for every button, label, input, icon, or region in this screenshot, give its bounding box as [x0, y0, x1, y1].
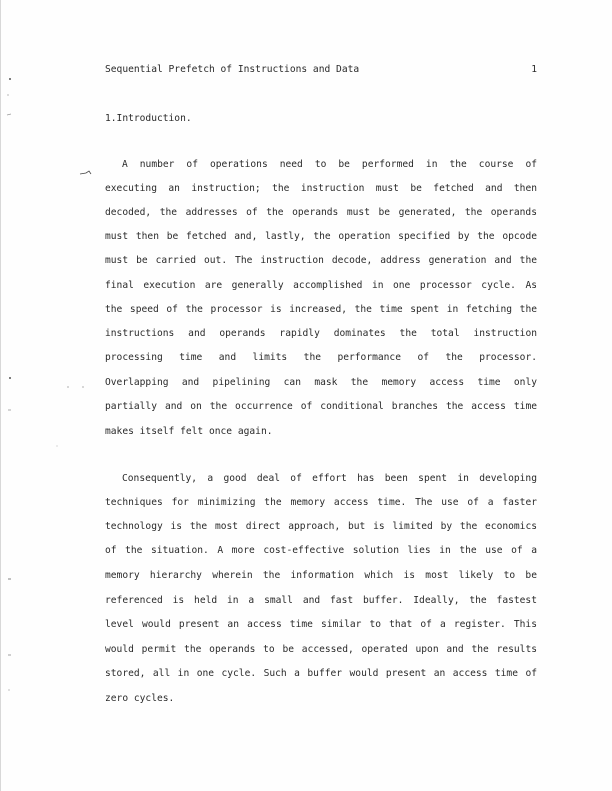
page-number: 1 — [531, 64, 537, 75]
paragraph-line: of the situation. A more cost-effective solution lies in the use of a — [105, 545, 537, 556]
paragraph-line: referenced is held in a small and fast buffer. Ideally, the fastest — [105, 595, 537, 606]
paragraph-line: partially and on the occurrence of conditional branches the access time — [105, 401, 537, 412]
paragraph-line: must be carried out. The instruction decode, address generation and the — [105, 255, 537, 266]
running-title: Sequential Prefetch of Instructions and Data — [105, 64, 360, 75]
paragraph-line: executing an instruction; the instruction must be fetched and then — [105, 183, 537, 194]
paragraph-line: processing time and limits the performance of the processor. — [105, 352, 537, 363]
paragraph-line: Overlapping and pipelining can mask the memory access time only — [105, 377, 537, 388]
paragraph-line: final execution are generally accomplished in one processor cycle. As — [105, 280, 537, 291]
paragraph-line: instructions and operands rapidly dominates the total instruction — [105, 328, 537, 339]
paragraph-line: techniques for minimizing the memory access time. The use of a faster — [105, 497, 537, 508]
paragraph-line: makes itself felt once again. — [105, 426, 273, 437]
paragraph-line: memory hierarchy wherein the information which is most likely to be — [105, 570, 537, 581]
paragraph-line: must then be fetched and, lastly, the operation specified by the opcode — [105, 231, 537, 242]
section-heading: 1.Introduction. — [105, 113, 192, 124]
paragraph-line: level would present an access time similar to that of a register. This — [105, 619, 537, 630]
paragraph-line: the speed of the processor is increased, the time spent in fetching the — [105, 304, 537, 315]
paragraph-line: Consequently, a good deal of effort has been spent in developing — [122, 473, 537, 484]
paragraph-line: A number of operations need to be performed in the course of — [122, 159, 537, 170]
paragraph-line: technology is the most direct approach, but is limited by the economics — [105, 521, 537, 532]
paragraph-line: would permit the operands to be accessed, operated upon and the results — [105, 644, 537, 655]
paragraph-line: decoded, the addresses of the operands must be generated, the operands — [105, 207, 537, 218]
paragraph-line: stored, all in one cycle. Such a buffer would present an access time of — [105, 668, 537, 679]
paragraph-line: zero cycles. — [105, 693, 175, 704]
